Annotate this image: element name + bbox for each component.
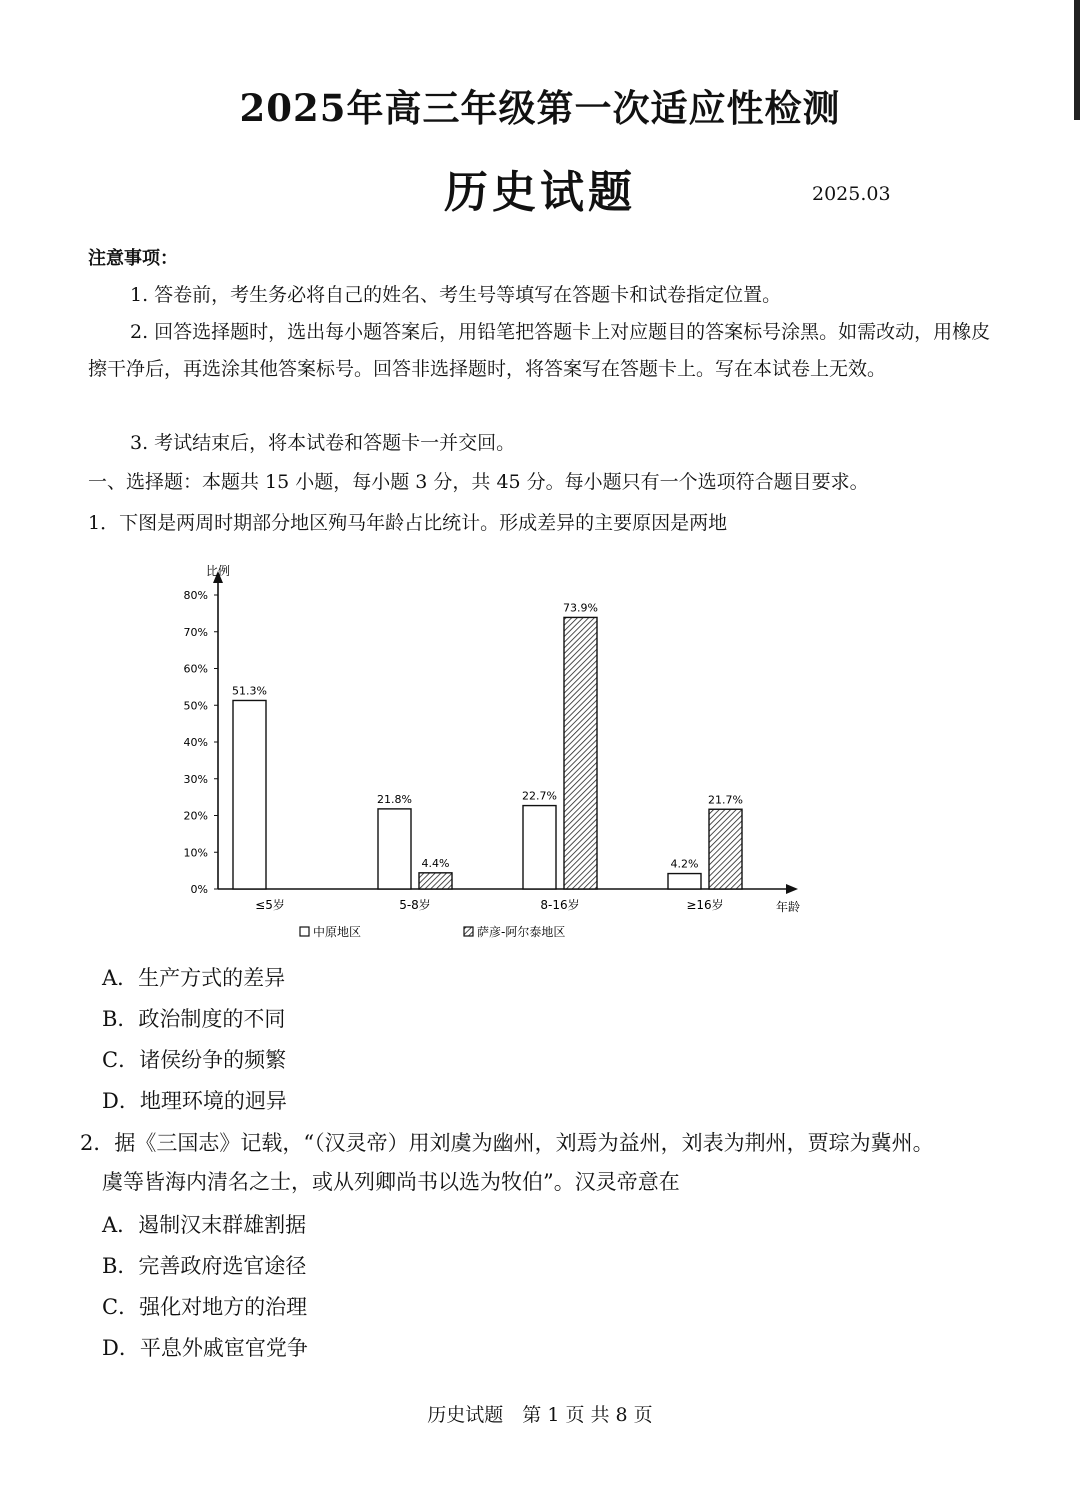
data-label-central-plains: 22.7% bbox=[522, 789, 557, 803]
question-2-stem bbox=[80, 1124, 1030, 1202]
y-tick-label: 20% bbox=[183, 809, 208, 823]
notice-item-2: 2. 回答选择题时，选出每小题答案后，用铅笔把答题卡上对应题目的答案标号涂黑。如需改动，用橡皮擦干净后，再选涂其他答案标号。回答非选择题时，将答案写在答题卡上。写在本试卷上无效。 bbox=[88, 321, 991, 380]
notice-heading: 注意事项： bbox=[88, 248, 178, 269]
y-axis-title: 比例 bbox=[206, 564, 231, 578]
x-tick-label: 5-8岁 bbox=[399, 898, 431, 912]
data-label-sayan-altai: 21.7% bbox=[708, 793, 743, 807]
y-tick-label: 10% bbox=[183, 846, 208, 860]
y-tick-label: 50% bbox=[183, 699, 208, 713]
bar-sayan-altai bbox=[419, 873, 452, 889]
section-heading: 一、选择题：本题共 15 小题，每小题 3 分，共 45 分。每小题只有一个选项符合题目要求。 bbox=[88, 471, 869, 493]
bar-central-plains bbox=[668, 874, 701, 889]
q2-option-b[interactable]: B．完善政府选官途径 bbox=[102, 1254, 307, 1278]
legend-swatch-sayan-altai bbox=[464, 927, 473, 936]
subject-title: 历史试题 bbox=[444, 167, 636, 218]
legend-swatch-central-plains bbox=[300, 927, 309, 936]
q1-option-b[interactable]: B．政治制度的不同 bbox=[102, 1007, 286, 1031]
notice-item-1: 1. 答卷前，考生务必将自己的姓名、考生号等填写在答题卡和试卷指定位置。 bbox=[130, 284, 782, 306]
q2-option-c[interactable]: C．强化对地方的治理 bbox=[102, 1295, 308, 1319]
notice-item-3: 3. 考试结束后，将本试卷和答题卡一并交回。 bbox=[130, 432, 516, 454]
y-tick-label: 80% bbox=[183, 589, 208, 602]
q2-option-a[interactable]: A．遏制汉末群雄割据 bbox=[102, 1213, 307, 1237]
x-axis-arrow bbox=[786, 884, 798, 894]
bar-sayan-altai bbox=[564, 617, 597, 889]
exam-title: 2025年高三年级第一次适应性检测 bbox=[239, 86, 841, 130]
x-tick-label: 8-16岁 bbox=[540, 898, 580, 912]
x-tick-label: ≤5岁 bbox=[255, 898, 285, 912]
bar-central-plains bbox=[233, 700, 266, 889]
question-1-stem: 1．下图是两周时期部分地区殉马年龄占比统计。形成差异的主要原因是两地 bbox=[88, 512, 728, 534]
y-tick-label: 0% bbox=[190, 883, 208, 896]
q1-option-c[interactable]: C．诸侯纷争的频繁 bbox=[102, 1048, 287, 1072]
x-tick-label: ≥16岁 bbox=[686, 898, 724, 912]
question-2-line-1: 2．据《三国志》记载，“（汉灵帝）用刘虞为幽州，刘焉为益州，刘表为荆州，贾琮为冀州。 bbox=[80, 1131, 934, 1155]
data-label-central-plains: 51.3% bbox=[232, 684, 267, 698]
exam-date: 2025.03 bbox=[812, 183, 891, 205]
bar-central-plains bbox=[523, 806, 556, 889]
bar-central-plains bbox=[378, 809, 411, 889]
data-label-central-plains: 4.2% bbox=[670, 857, 699, 871]
data-label-sayan-altai: 73.9% bbox=[563, 601, 598, 615]
horse-age-bar-chart bbox=[170, 555, 830, 950]
x-axis-title: 年龄 bbox=[776, 900, 801, 914]
legend-label-sayan-altai: 萨彦-阿尔泰地区 bbox=[477, 925, 566, 939]
y-tick-label: 30% bbox=[183, 772, 208, 786]
page-footer: 历史试题 第 1 页 共 8 页 bbox=[427, 1404, 653, 1426]
q1-option-d[interactable]: D．地理环境的迥异 bbox=[102, 1089, 287, 1113]
data-label-sayan-altai: 4.4% bbox=[421, 856, 450, 870]
data-label-central-plains: 21.8% bbox=[377, 792, 412, 806]
y-tick-label: 40% bbox=[183, 736, 208, 749]
y-tick-label: 60% bbox=[183, 662, 208, 676]
question-2-line-2: 虞等皆海内清名之士，或从列卿尚书以选为牧伯”。汉灵帝意在 bbox=[102, 1170, 680, 1194]
q2-option-d[interactable]: D．平息外戚宦官党争 bbox=[102, 1336, 308, 1360]
bar-sayan-altai bbox=[709, 809, 742, 889]
y-tick-label: 70% bbox=[183, 625, 208, 639]
q1-option-a[interactable]: A．生产方式的差异 bbox=[102, 966, 286, 990]
legend-label-central-plains: 中原地区 bbox=[313, 925, 362, 939]
